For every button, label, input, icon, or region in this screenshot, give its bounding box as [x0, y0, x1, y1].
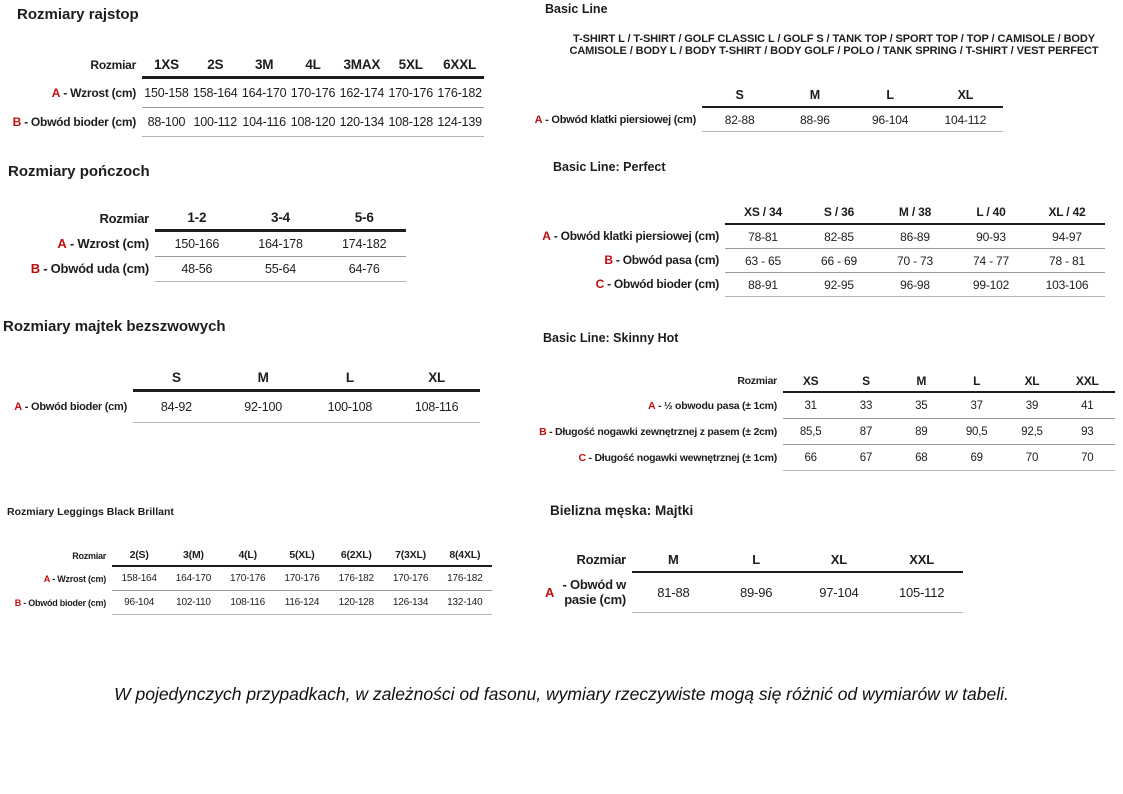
table-header-row	[0, 545, 492, 567]
row-label: A - Obwód klatki piersiowej (cm)	[542, 229, 719, 244]
column-header: S	[171, 370, 181, 385]
column-header: 3-4	[271, 210, 290, 225]
table-cell: 78-81	[748, 229, 778, 244]
table-cell: 176-182	[338, 573, 374, 584]
column-header: 3M	[254, 57, 274, 72]
table-cell: 93	[1081, 425, 1094, 438]
table-cell: 69	[970, 451, 983, 464]
table-corner-label: Rozmiar	[737, 375, 777, 388]
table-cell: 88-100	[147, 115, 186, 129]
column-header: 4L	[305, 57, 321, 72]
column-header: XL	[830, 552, 847, 567]
table-header-row	[0, 366, 480, 392]
table-cell: 102-110	[176, 597, 211, 608]
table-header-cells	[155, 206, 406, 232]
table-cell: 99-102	[972, 277, 1010, 292]
table-header-cells	[142, 53, 484, 79]
column-header: XXL	[1075, 373, 1099, 388]
column-header: XL / 42	[1048, 204, 1086, 219]
table-cell: 31	[804, 399, 817, 412]
row-label: A - Wzrost (cm)	[51, 85, 136, 100]
table-header-cells	[133, 366, 480, 392]
table-corner-label: Rozmiar	[99, 210, 149, 226]
table-row-cells	[783, 393, 1115, 419]
row-letter: A	[14, 401, 22, 414]
table-cell: 96-104	[872, 112, 909, 127]
column-header: L / 40	[976, 204, 1006, 219]
row-label: A - Wzrost (cm)	[43, 573, 106, 584]
table-row-cells	[142, 79, 484, 108]
row-letter: B	[539, 425, 547, 438]
table-cell: 94-97	[1052, 229, 1082, 244]
table-cell: 39	[1025, 399, 1039, 412]
table-cell: 89	[915, 425, 928, 438]
column-header: 4(L)	[238, 549, 257, 561]
table-cell: 96-104	[124, 597, 155, 608]
column-header: 1XS	[153, 57, 179, 72]
size-table-basic-line	[505, 84, 1003, 132]
column-header: S	[862, 373, 870, 388]
table-row-cells	[632, 573, 963, 613]
column-header: L	[345, 370, 354, 385]
table-cell: 88-91	[748, 277, 778, 292]
table-corner-label	[0, 366, 133, 392]
column-header: XS	[802, 373, 819, 388]
table-cell: 103-106	[1045, 277, 1089, 292]
table-row-cells	[133, 392, 480, 423]
product-list-line-2: CAMISOLE / BODY L / BODY T-SHIRT / BODY GOLF / POLO / TANK SPRING / T-SHIRT / VEST PERFECT	[569, 44, 1099, 57]
column-header: XXL	[909, 552, 934, 567]
table-header-row	[505, 84, 1003, 108]
table-cell: 68	[915, 451, 928, 464]
column-header: 3MAX	[343, 57, 381, 72]
table-cell: 158-164	[121, 573, 157, 584]
table-row-cells	[155, 232, 406, 257]
table-cell: 170-176	[230, 573, 266, 584]
row-letter: A	[647, 399, 656, 412]
table-cell: 66 - 69	[821, 253, 857, 268]
size-table-basic-line-perfect	[510, 200, 1105, 297]
column-header: L	[973, 373, 981, 388]
table-corner-label: Rozmiar	[72, 550, 106, 561]
table-row	[510, 225, 1105, 249]
table-header-row	[545, 548, 963, 573]
table-cell: 170-176	[388, 86, 433, 100]
table-cell: 164-170	[175, 573, 212, 584]
column-header: 5-6	[354, 210, 374, 225]
table-cell: 97-104	[819, 585, 859, 600]
basic-line-product-list	[545, 34, 1123, 57]
table-header-cells	[112, 545, 492, 567]
column-header: S	[735, 88, 744, 102]
table-cell: 89-96	[740, 585, 773, 600]
table-cell: 70	[1025, 451, 1039, 464]
table-row-cells	[725, 273, 1105, 297]
table-cell: 84-92	[160, 400, 192, 414]
row-letter: A	[43, 573, 50, 584]
product-list-line-1: T-SHIRT L / T-SHIRT / GOLF CLASSIC L / GOLF S / TANK TOP / SPORT TOP / TOP / CAMISOLE / BODY	[573, 33, 1095, 45]
row-letter: A	[534, 113, 543, 126]
table-row-cells	[112, 567, 492, 591]
table-cell: 55-64	[265, 262, 296, 276]
row-letter: C	[595, 277, 604, 292]
table-cell: 100-108	[327, 400, 373, 414]
table-cell: 96-98	[900, 277, 930, 292]
row-label: B - Obwód pasa (cm)	[604, 253, 719, 268]
table-header-cells	[702, 84, 1003, 108]
table-cell: 90-93	[976, 229, 1006, 244]
row-letter: A	[51, 85, 61, 100]
table-cell: 124-139	[437, 115, 482, 129]
table-row	[505, 108, 1003, 132]
table-cell: 104-116	[242, 115, 286, 129]
table-row-cells	[702, 108, 1003, 132]
column-header: 5(XL)	[289, 549, 315, 561]
row-label: A - Obwód bioder (cm)	[14, 401, 127, 414]
row-label: C - Obwód bioder (cm)	[595, 277, 719, 292]
column-header: 6(2XL)	[340, 549, 372, 561]
table-row	[545, 573, 963, 613]
table-cell: 108-116	[414, 400, 459, 414]
table-cell: 78 - 81	[1049, 253, 1085, 268]
table-row	[505, 419, 1115, 445]
row-letter: B	[604, 253, 613, 268]
table-cell: 48-56	[181, 262, 213, 276]
section-title-rajstopy: Rozmiary rajstop	[17, 6, 139, 23]
section-title-leggings: Rozmiary Leggings Black Brillant	[7, 506, 174, 518]
size-table-skinny-hot	[505, 370, 1115, 471]
table-row-cells	[725, 225, 1105, 249]
table-corner-label: Rozmiar	[90, 58, 136, 73]
table-row-cells	[783, 445, 1115, 471]
table-cell: 35	[915, 399, 928, 412]
column-header: S / 36	[823, 204, 855, 219]
column-header: XL	[428, 370, 446, 385]
column-header: XL	[1024, 373, 1040, 388]
table-cell: 64-76	[348, 262, 380, 276]
table-cell: 82-88	[724, 112, 755, 127]
table-cell: 82-85	[824, 229, 854, 244]
table-cell: 90,5	[965, 425, 988, 438]
table-row-cells	[725, 249, 1105, 273]
table-row	[0, 79, 484, 108]
column-header: M	[257, 370, 269, 385]
table-cell: 92-100	[244, 400, 282, 414]
size-table-ponczochy	[0, 206, 406, 282]
table-row	[0, 567, 492, 591]
table-cell: 81-88	[657, 585, 690, 600]
column-header: 7(3XL)	[395, 549, 426, 561]
row-label: B - Obwód uda (cm)	[30, 261, 149, 277]
table-cell: 85,5	[799, 425, 822, 438]
table-cell: 108-116	[230, 597, 265, 608]
table-cell: 174-182	[341, 237, 387, 251]
table-cell: 116-124	[284, 597, 320, 608]
row-letter: B	[30, 261, 40, 277]
table-cell: 170-176	[290, 86, 336, 100]
column-header: 8(4XL)	[449, 549, 481, 561]
table-row	[0, 232, 406, 257]
table-row-cells	[155, 257, 406, 282]
table-cell: 67	[859, 451, 873, 464]
table-cell: 100-112	[193, 115, 238, 129]
table-header-cells	[725, 200, 1105, 225]
column-header: 2S	[207, 57, 224, 72]
column-header: 3(M)	[183, 549, 204, 561]
table-cell: 33	[859, 399, 873, 412]
table-cell: 63 - 65	[745, 253, 781, 268]
row-label: A - Wzrost (cm)	[57, 236, 149, 252]
table-cell: 158-164	[193, 86, 238, 100]
row-label: A - ½ obwodu pasa (± 1cm)	[647, 399, 777, 412]
column-header: XS / 34	[744, 204, 782, 219]
row-label: B - Długość nogawki zewnętrznej z pasem (± 2cm)	[539, 425, 777, 438]
table-corner-label	[505, 84, 702, 108]
column-header: XL	[957, 88, 974, 102]
table-cell: 105-112	[898, 585, 945, 600]
column-header: M	[916, 373, 927, 388]
column-header: 1-2	[187, 210, 207, 225]
column-header: M	[668, 552, 679, 567]
column-header: 5XL	[398, 57, 423, 72]
column-header: L	[752, 552, 760, 567]
table-cell: 164-178	[258, 237, 303, 251]
row-label: B - Obwód bioder (cm)	[12, 114, 136, 129]
row-label: A - Obwód klatki piersiowej (cm)	[534, 113, 696, 126]
table-corner-label: Rozmiar	[576, 552, 626, 568]
table-row	[0, 257, 406, 282]
column-header: 2(S)	[129, 549, 149, 561]
table-row	[510, 249, 1105, 273]
table-header-cells	[783, 370, 1115, 393]
table-header-row	[505, 370, 1115, 393]
table-cell: 41	[1081, 399, 1094, 412]
table-row-cells	[142, 108, 484, 137]
table-cell: 86-89	[900, 229, 930, 244]
table-cell: 164-170	[241, 86, 287, 100]
size-table-leggings	[0, 545, 492, 615]
table-cell: 162-174	[339, 86, 385, 100]
table-cell: 88-96	[800, 112, 830, 127]
section-title-basic-line: Basic Line	[545, 2, 608, 16]
footnote: W pojedynczych przypadkach, w zależności od fasonu, wymiary rzeczywiste mogą się różnić od wymiarów w tabeli.	[114, 684, 1009, 704]
column-header: 6XXL	[443, 57, 477, 72]
table-cell: 176-182	[437, 86, 482, 100]
table-row	[505, 445, 1115, 471]
table-corner-label	[510, 200, 725, 225]
section-title-majtki-bezszwowe: Rozmiary majtek bezszwowych	[3, 318, 226, 335]
size-table-majtki-bezszwowe	[0, 366, 480, 423]
table-header-cells	[632, 548, 963, 573]
row-label: B - Obwód bioder (cm)	[14, 597, 106, 608]
table-row	[0, 591, 492, 615]
row-letter: B	[14, 597, 21, 608]
size-table-bielizna-meska	[545, 548, 963, 613]
column-header: M	[809, 88, 820, 102]
table-cell: 150-166	[174, 237, 220, 251]
section-title-skinny-hot: Basic Line: Skinny Hot	[543, 331, 679, 345]
table-cell: 66	[804, 451, 817, 464]
row-label: A - Obwód w pasie (cm)	[545, 577, 626, 607]
table-row	[0, 392, 480, 423]
table-row	[510, 273, 1105, 297]
table-cell: 120-128	[338, 597, 374, 608]
table-cell: 170-176	[284, 573, 320, 584]
row-letter: C	[578, 451, 586, 464]
table-row-cells	[783, 419, 1115, 445]
table-cell: 70	[1081, 451, 1094, 464]
row-letter: A	[57, 236, 67, 252]
table-row	[0, 108, 484, 137]
table-cell: 150-158	[144, 86, 189, 100]
table-cell: 92-95	[824, 277, 854, 292]
table-cell: 108-128	[388, 115, 433, 129]
table-cell: 132-140	[447, 597, 483, 608]
row-letter: A	[542, 229, 551, 244]
table-header-row	[510, 200, 1105, 225]
section-title-bielizna-meska: Bielizna męska: Majtki	[550, 503, 694, 518]
table-cell: 120-134	[339, 115, 385, 129]
table-cell: 104-112	[944, 112, 987, 127]
table-cell: 37	[970, 399, 983, 412]
row-letter: B	[12, 114, 21, 129]
table-cell: 126-134	[392, 597, 429, 608]
table-row-cells	[112, 591, 492, 615]
row-label: C - Długość nogawki wewnętrznej (± 1cm)	[578, 451, 777, 464]
table-cell: 170-176	[392, 573, 429, 584]
table-cell: 87	[859, 425, 873, 438]
table-cell: 74 - 77	[973, 253, 1009, 268]
table-header-row	[0, 206, 406, 232]
table-row	[505, 393, 1115, 419]
column-header: L	[886, 88, 894, 102]
row-letter: A	[545, 584, 555, 600]
size-table-rajstopy	[0, 53, 484, 137]
column-header: M / 38	[898, 204, 932, 219]
table-cell: 70 - 73	[897, 253, 933, 268]
table-cell: 92,5	[1021, 425, 1043, 438]
table-cell: 108-120	[290, 115, 336, 129]
section-title-basic-line-perfect: Basic Line: Perfect	[553, 160, 666, 174]
section-title-ponczochy: Rozmiary pończoch	[8, 163, 150, 180]
table-header-row	[0, 53, 484, 79]
table-cell: 176-182	[447, 573, 483, 584]
